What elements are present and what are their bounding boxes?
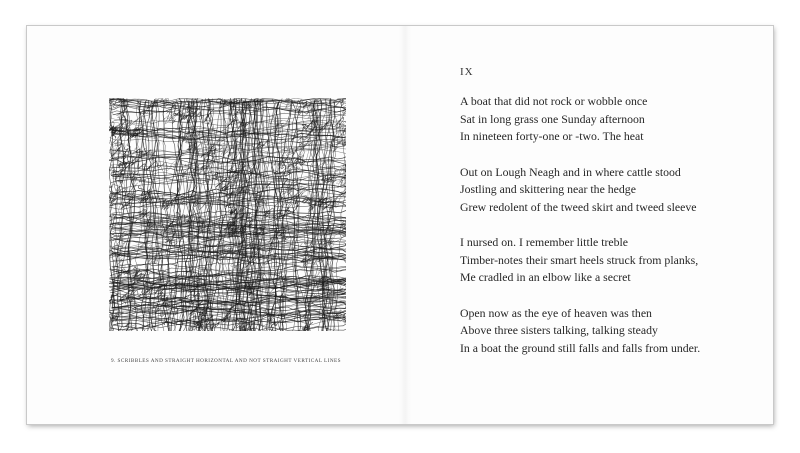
poem xyxy=(460,66,780,375)
poem-line: In nineteen forty-one or -two. The heat xyxy=(460,129,644,143)
scribble-artwork xyxy=(109,98,346,331)
poem-line: A boat that did not rock or wobble once xyxy=(460,94,648,108)
stanza-3 xyxy=(460,234,780,287)
poem-line: Above three sisters talking, talking steady xyxy=(460,323,658,337)
stanza-2 xyxy=(460,164,780,217)
poem-line: Out on Lough Neagh and in where cattle stood xyxy=(460,164,681,179)
poem-line: Timber-notes their smart heels struck from planks, xyxy=(460,252,699,267)
poem-line: I nursed on. I remember little treble xyxy=(460,235,629,249)
poem-line: Me cradled in an elbow like a secret xyxy=(460,270,631,284)
poem-number: IX xyxy=(460,66,474,78)
stanza-1 xyxy=(460,93,780,146)
poem-line: Sat in long grass one Sunday afternoon xyxy=(460,111,645,126)
stanza-4 xyxy=(460,305,780,358)
poem-line: Open now as the eye of heaven was then xyxy=(460,305,652,320)
artwork-caption: 9. SCRIBBLES AND STRAIGHT HORIZONTAL AND NOT STRAIGHT VERTICAL LINES xyxy=(111,358,341,364)
book-gutter xyxy=(399,26,411,424)
poem-line: Grew redolent of the tweed skirt and tweed sleeve xyxy=(460,199,697,214)
poem-line: In a boat the ground still falls and falls from under. xyxy=(460,340,701,355)
book-spread xyxy=(27,26,773,424)
poem-line: Jostling and skittering near the hedge xyxy=(460,182,636,196)
